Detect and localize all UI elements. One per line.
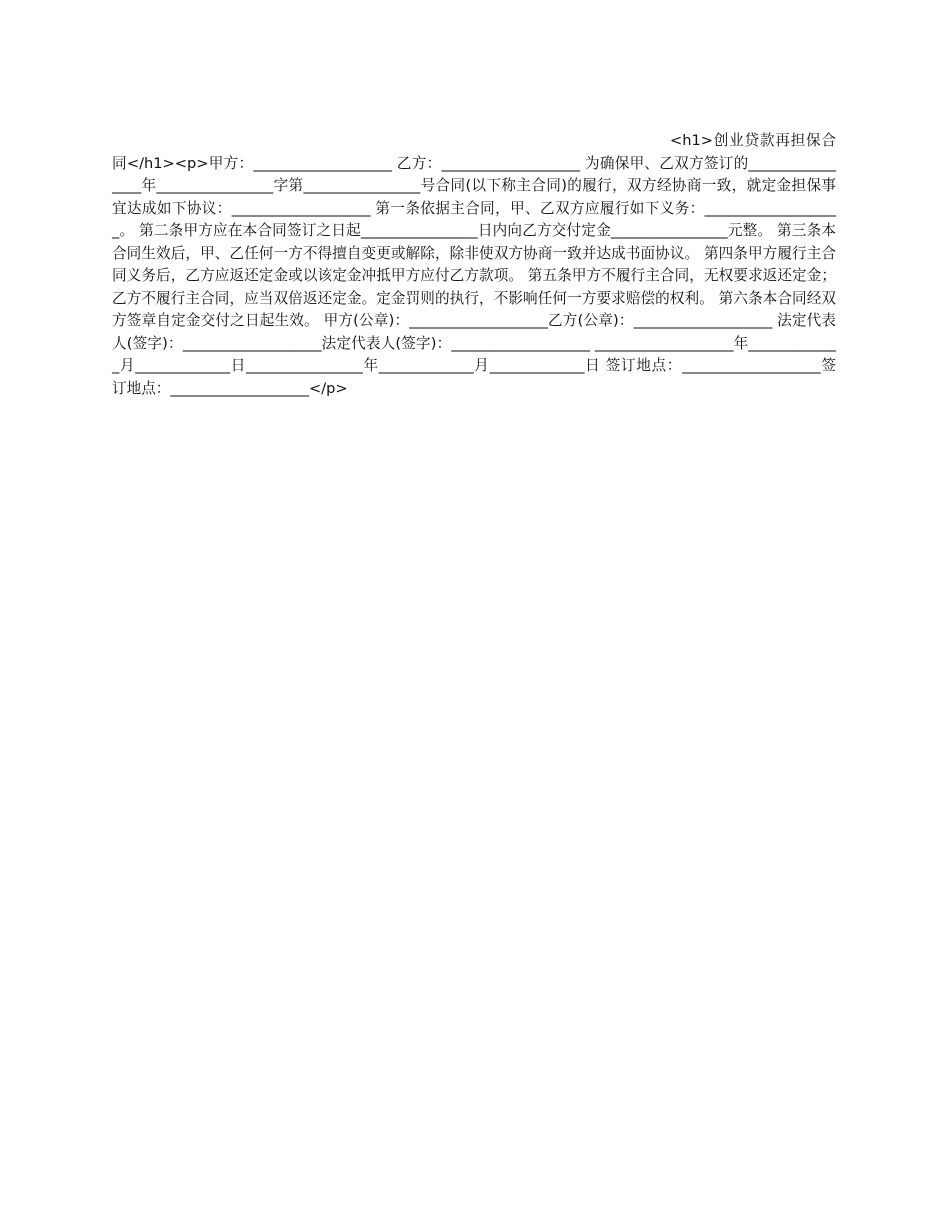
contract-body-text: <h1>创业贷款再担保合同</h1><p>甲方：___________________ 乙方：___________________ 为确保甲、乙双方签订的________________年________________字第________________号合同(以下称主合同)的履行，双方经协商一致，就定金担保事宜达成如下协议：___________________ 第一条依据主合同，甲、乙双方应履行如下义务：___________________。 第二条甲方应在本合同签订之日起________________日内向乙方交付定金________________元整。 第三条本合同生效后，甲、乙任何一方不得擅自变更或解除，除非使双方协商一致并达成书面协议。 第四条甲方履行主合同义务后，乙方应返还定金或以该定金冲抵甲方应付乙方款项。 第五条甲方不履行主合同，无权要求返还定金；乙方不履行主合同，应当双倍返还定金。定金罚则的执行，不影响任何一方要求赔偿的权利。 第六条本合同经双方签章自定金交付之日起生效。 甲方(公章)：___________________乙方(公章)：___________________ 法定代表人(签字)：___________________法定代表人(签字)：___________________ ___________________年_____________月_____________日________________年_____________月_____________日 签订地点：___________________签订地点：___________________</p> — [112, 132, 836, 397]
